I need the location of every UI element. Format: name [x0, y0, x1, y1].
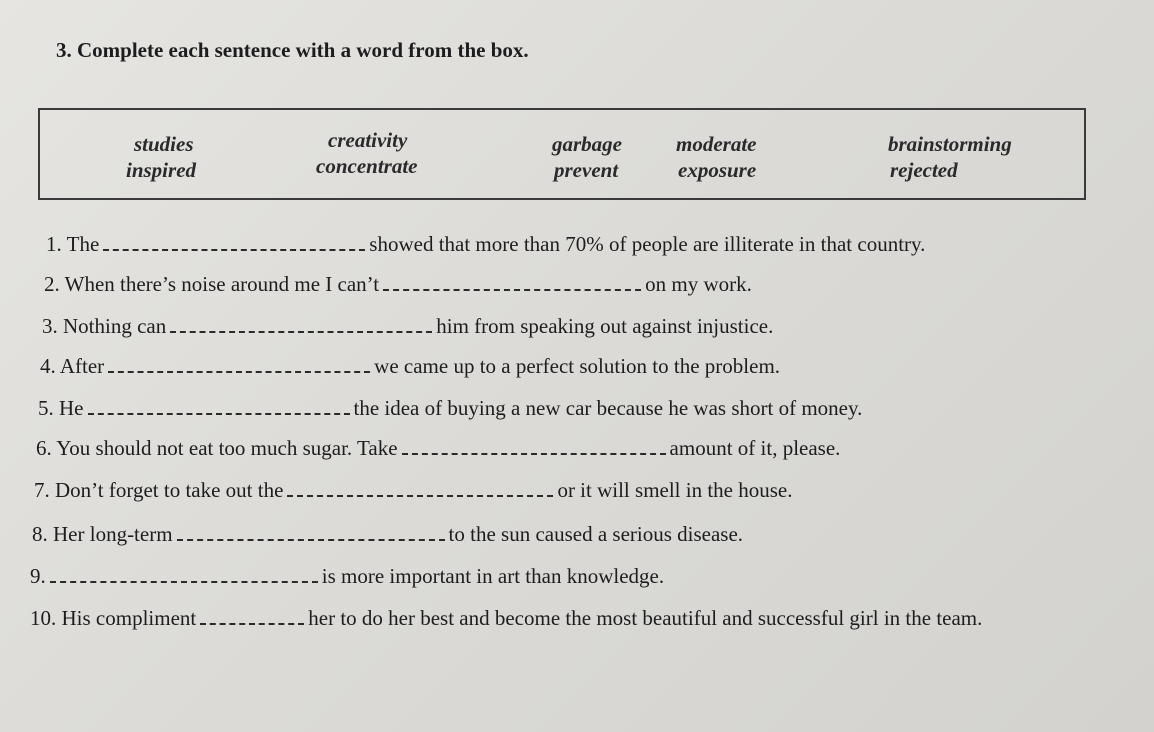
answer-blank[interactable]: [287, 491, 553, 497]
sentence-text: 3. Nothing can: [42, 314, 167, 338]
box-word: exposure: [678, 158, 757, 182]
sentence-6: [36, 436, 840, 461]
sentence-text: amount of it, please.: [669, 436, 841, 460]
sentence-text: 4. After: [40, 354, 105, 378]
answer-blank[interactable]: [50, 577, 318, 583]
sentence-5: [38, 396, 862, 421]
sentence-8: [32, 522, 743, 547]
sentence-text: 1. The: [46, 232, 100, 256]
sentence-text: or it will smell in the house.: [557, 478, 793, 502]
answer-blank[interactable]: [402, 449, 666, 455]
sentence-text: we came up to a perfect solution to the problem.: [374, 354, 781, 378]
sentence-text: 10. His compliment: [30, 606, 197, 630]
answer-blank[interactable]: [383, 285, 641, 291]
answer-blank[interactable]: [108, 367, 370, 373]
sentence-text: the idea of buying a new car because he was short of money.: [353, 396, 863, 420]
sentence-text: him from speaking out against injustice.: [436, 314, 774, 338]
answer-blank[interactable]: [177, 535, 445, 541]
sentence-text: on my work.: [645, 272, 752, 296]
sentence-text: showed that more than 70% of people are illiterate in that country.: [369, 232, 926, 256]
box-word: creativity: [328, 128, 408, 152]
sentence-1: [46, 232, 925, 257]
box-word: inspired: [126, 158, 197, 182]
box-word: garbage: [552, 132, 622, 156]
sentence-text: 9.: [30, 564, 46, 588]
sentence-text: her to do her best and become the most beautiful and successful girl in the team.: [308, 606, 983, 630]
answer-blank[interactable]: [103, 245, 365, 251]
sentence-text: 5. He: [38, 396, 84, 420]
sentence-7: [34, 478, 793, 503]
answer-blank[interactable]: [88, 409, 350, 415]
sentence-text: 6. You should not eat too much sugar. Take: [36, 436, 398, 460]
sentence-text: 8. Her long-term: [32, 522, 173, 546]
box-word: concentrate: [316, 154, 418, 178]
sentence-text: is more important in art than knowledge.: [321, 564, 665, 588]
sentence-text: 2. When there’s noise around me I can’t: [44, 272, 380, 296]
sentence-9: [30, 564, 664, 589]
sentence-4: [40, 354, 780, 379]
sentence-3: [42, 314, 773, 339]
box-word: studies: [134, 132, 194, 156]
sentence-10: [30, 606, 982, 631]
exercise-heading: 3. Complete each sentence with a word from the box.: [56, 38, 529, 62]
word-box: [38, 108, 1086, 200]
answer-blank[interactable]: [170, 327, 432, 333]
sentence-text: 7. Don’t forget to take out the: [34, 478, 284, 502]
sentence-text: to the sun caused a serious disease.: [448, 522, 744, 546]
sentence-2: [44, 272, 752, 297]
box-word: rejected: [890, 158, 958, 182]
box-word: brainstorming: [888, 132, 1012, 156]
box-word: prevent: [554, 158, 619, 182]
box-word: moderate: [676, 132, 757, 156]
answer-blank[interactable]: [200, 619, 304, 625]
